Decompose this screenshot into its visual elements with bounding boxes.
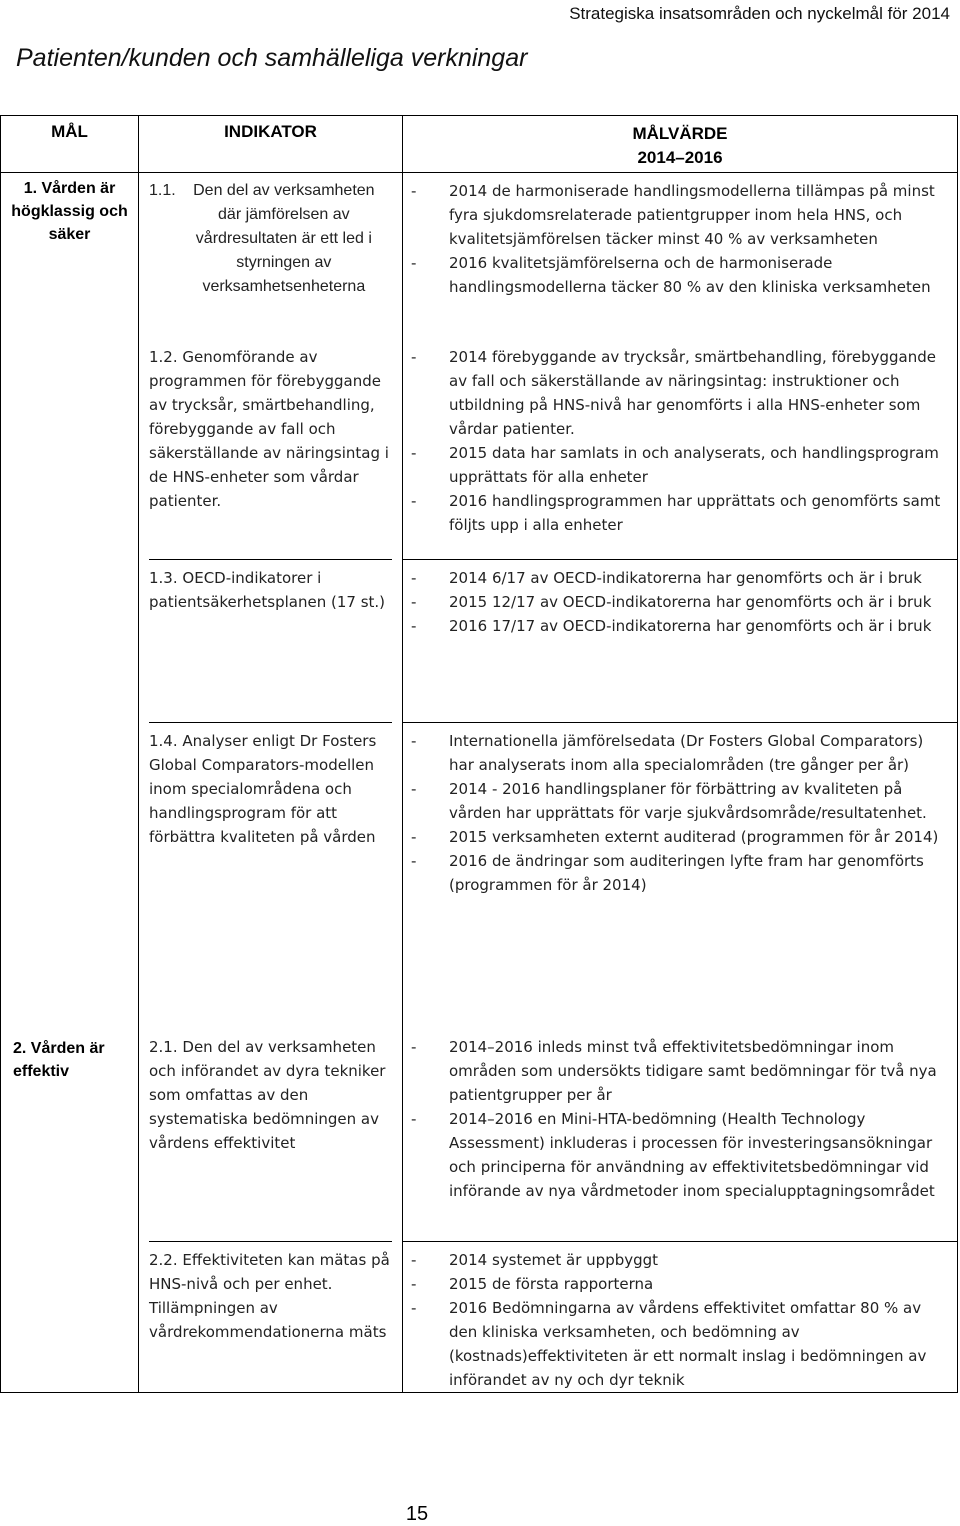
target-item: - 2016 handlingsprogrammen har upprättats och genomförts samt följts upp i alla enheter xyxy=(403,489,947,537)
target-item: - 2014 systemet är uppbyggt xyxy=(403,1248,947,1272)
target-item: - 2015 de första rapporterna xyxy=(403,1272,947,1296)
table-header-row xyxy=(1,116,958,173)
target-group xyxy=(403,1242,957,1392)
indicator-text: Analyser enligt Dr Fosters Global Comparators-modellen inom specialområdena och handlingsprogram för att förbättra kvaliteten på vården xyxy=(149,732,377,846)
goal-cell xyxy=(1,173,139,1033)
goal-label: 1. Vården är högklassig och säker xyxy=(11,180,128,243)
indicator-number: 1.1. xyxy=(149,182,176,199)
indicator-item xyxy=(149,339,392,559)
goal-row xyxy=(1,173,958,1033)
goals-table xyxy=(0,115,958,1393)
target-group xyxy=(403,173,957,339)
indicator-cell xyxy=(139,1033,403,1393)
indicator-item xyxy=(149,1242,392,1344)
indicator-item xyxy=(149,1033,392,1241)
indicator-text: Effektiviteten kan mätas på HNS-nivå och per enhet. Tillämpningen av vårdrekommendationerna mäts xyxy=(149,1250,390,1341)
target-group xyxy=(403,560,957,722)
indicator-number: 1.4. xyxy=(149,732,178,750)
indicator-number: 1.3. xyxy=(149,569,178,587)
section-title: Patienten/kunden och samhälleliga verkningar xyxy=(16,44,528,72)
indicator-text: OECD-indikatorer i patientsäkerhetsplanen (17 st.) xyxy=(149,569,386,611)
indicator-item xyxy=(149,723,392,849)
target-item: - 2014 förebyggande av trycksår, smärtbehandling, förebyggande av fall och säkerställande av näringsintag: instruktioner och utbildning på HNS-nivå har genomförts i alla HNS-enheter som vårdar patienter. xyxy=(403,345,947,441)
indicator-text: Den del av verksamheten och införandet av dyra tekniker som omfattas av den systematiska bedömningen av vårdens effektivitet xyxy=(149,1037,386,1152)
indicator-number: 2.1. xyxy=(149,1037,178,1056)
target-group xyxy=(403,1033,957,1241)
target-item: - 2015 12/17 av OECD-indikatorerna har genomförts och är i bruk xyxy=(403,590,947,614)
malvarde-label: MÅLVÄRDE xyxy=(632,124,728,143)
target-item: - 2015 verksamheten externt auditerad (programmen för år 2014) xyxy=(403,825,947,849)
target-item: - 2016 17/17 av OECD-indikatorerna har genomförts och är i bruk xyxy=(403,614,947,638)
indicator-text: Genomförande av programmen för förebyggande av trycksår, smärtbehandling, förebyggande av fall och säkerställande av näringsintag i de HNS-enheter som vårdar patienter. xyxy=(149,348,389,510)
target-item: - 2014–2016 en Mini-HTA-bedömning (Health Technology Assessment) inkluderas i processen för investeringsansökningar och principerna för användning av effektivitetsbedömningar vid införande av nya vårdmetoder inom specialupptagningsområdet xyxy=(403,1107,947,1203)
target-item: - 2014 6/17 av OECD-indikatorerna har genomförts och är i bruk xyxy=(403,566,947,590)
target-item: - 2014–2016 inleds minst två effektivitetsbedömningar inom områden som undersökts tidigare samt bedömningar för två nya patientgrupper per år xyxy=(403,1035,947,1107)
target-item: - 2014 - 2016 handlingsplaner för förbättring av kvaliteten på vården har upprättats för varje sjukvårdsområde/resultatenhet. xyxy=(403,777,947,825)
target-item: - 2016 kvalitetsjämförelserna och de harmoniserade handlingsmodellerna täcker 80 % av den kliniska verksamheten xyxy=(403,251,947,299)
indicator-item xyxy=(149,560,392,722)
target-cell xyxy=(403,173,958,1033)
target-group xyxy=(403,723,957,897)
target-item: - 2016 Bedömningarna av vårdens effektivitet omfattar 80 % av den kliniska verksamheten, och bedömning av (kostnads)effektiviteten är ett normalt inslag i bedömningen av införandet av ny och dyr teknik xyxy=(403,1296,947,1392)
column-header-malvarde xyxy=(403,116,958,173)
target-item: - Internationella jämförelsedata (Dr Fosters Global Comparators) har analyserats inom alla specialområden (tre gånger per år) xyxy=(403,729,947,777)
target-group xyxy=(403,339,957,559)
goal-label: 2. Vården är effektiv xyxy=(13,1039,105,1080)
goal-cell xyxy=(1,1033,139,1393)
column-header-indikator: INDIKATOR xyxy=(139,116,403,173)
indicator-number: 1.2. xyxy=(149,348,178,366)
indicator-text: Den del av verksamheten där jämförelsen av vårdresultaten är ett led i styrningen av verksamhetsenheterna xyxy=(193,182,375,295)
goal-row xyxy=(1,1033,958,1393)
indicator-cell xyxy=(139,173,403,1033)
running-header: Strategiska insatsområden och nyckelmål för 2014 xyxy=(569,4,950,23)
indicator-number: 2.2. xyxy=(149,1250,178,1269)
target-item: - 2015 data har samlats in och analyserats, och handlingsprogram upprättats för alla enheter xyxy=(403,441,947,489)
indicator-item xyxy=(149,173,392,339)
target-cell xyxy=(403,1033,958,1393)
target-item: - 2016 de ändringar som auditeringen lyfte fram har genomförts (programmen för år 2014) xyxy=(403,849,947,897)
malvarde-period: 2014–2016 xyxy=(637,148,723,167)
target-item: - 2014 de harmoniserade handlingsmodellerna tillämpas på minst fyra sjukdomsrelaterade patientgrupper inom hela HNS, och kvalitetsjämförelsen täcker minst 40 % av verksamheten xyxy=(403,179,947,251)
page-number: 15 xyxy=(405,1503,429,1525)
column-header-mal: MÅL xyxy=(1,116,139,173)
